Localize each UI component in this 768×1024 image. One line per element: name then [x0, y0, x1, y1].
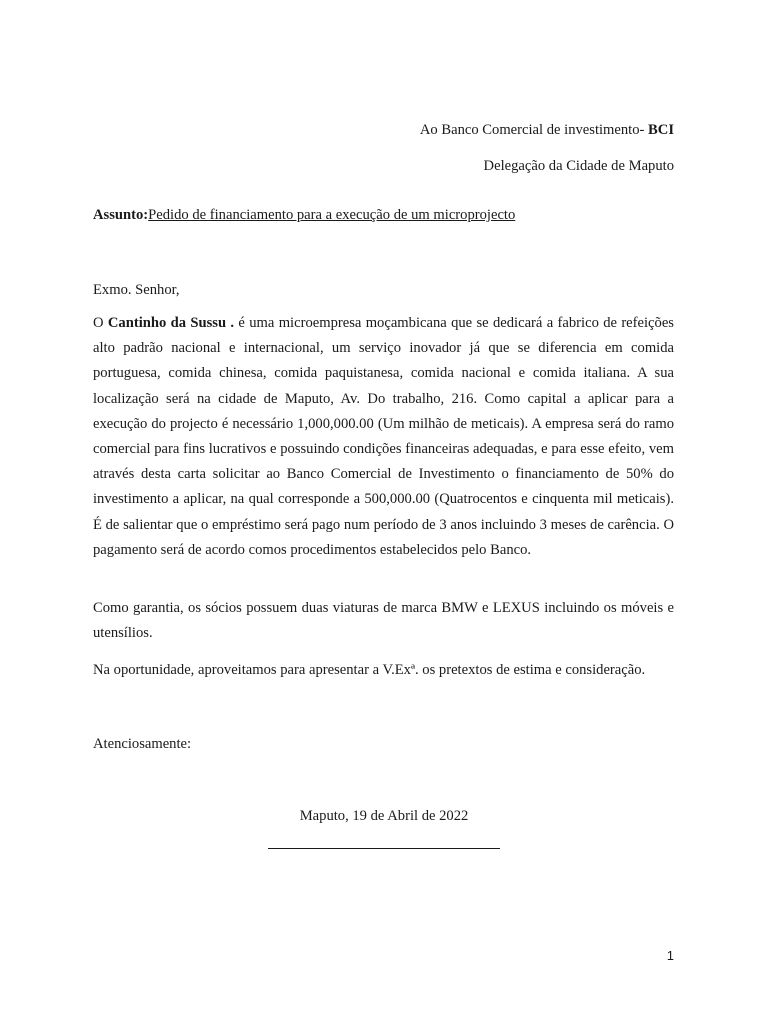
paragraph-1-prefix: O [93, 315, 108, 331]
recipient-acronym: BCI [648, 122, 674, 138]
subject-line [93, 205, 515, 225]
paragraph-1-text: é uma microempresa moçambicana que se dedicará a fabrico de refeições alto padrão nacional e internacional, um serviço inovador já que se diferencia em comida portuguesa, comida chinesa, comida paquistanesa, comida nacional e comida italiana. A sua localização será na cidade de Maputo, Av. Do trabalho, 216. Como capital a aplicar para a execução do projecto é necessário 1,000,000.00 (Um milhão de meticais). A empresa será do ramo comercial para fins lucrativos e possuindo condições financeiras adequadas, e para esse efeito, vem através desta carta solicitar ao Banco Comercial de Investimento o financiamento de 50% do investimento a aplicar, na qual corresponde a 500,000.00 (Quatrocentos e cinquenta mil meticais). É de salientar que o empréstimo será pago num período de 3 anos incluindo 3 meses de carência. O pagamento será de acordo comos procedimentos estabelecidos pelo Banco. [93, 315, 674, 558]
subject-text: Pedido de financiamento para a execução de um microprojecto [148, 207, 516, 223]
paragraph-3-text: Na oportunidade, aproveitamos para apresentar a V.Exª. os pretextos de estima e consideração. [93, 662, 646, 678]
signature-line [268, 848, 500, 849]
paragraph-2 [93, 596, 674, 646]
company-name: Cantinho da Sussu . [107, 315, 235, 331]
recipient-line-2: Delegação da Cidade de Maputo [483, 158, 674, 174]
recipient-line-1 [420, 120, 674, 140]
paragraph-1 [93, 311, 674, 563]
closing: Atenciosamente: [93, 736, 192, 752]
greeting: Exmo. Senhor, [93, 282, 180, 298]
subject-label: Assunto: [93, 207, 149, 223]
paragraph-3 [93, 658, 674, 683]
paragraph-2-text: Como garantia, os sócios possuem duas viaturas de marca BMW e LEXUS incluindo os móveis e utensílios. [93, 600, 674, 642]
recipient-name: Ao Banco Comercial de investimento- [419, 122, 649, 138]
page-number: 1 [666, 948, 674, 963]
place-and-date: Maputo, 19 de Abril de 2022 [299, 808, 469, 824]
